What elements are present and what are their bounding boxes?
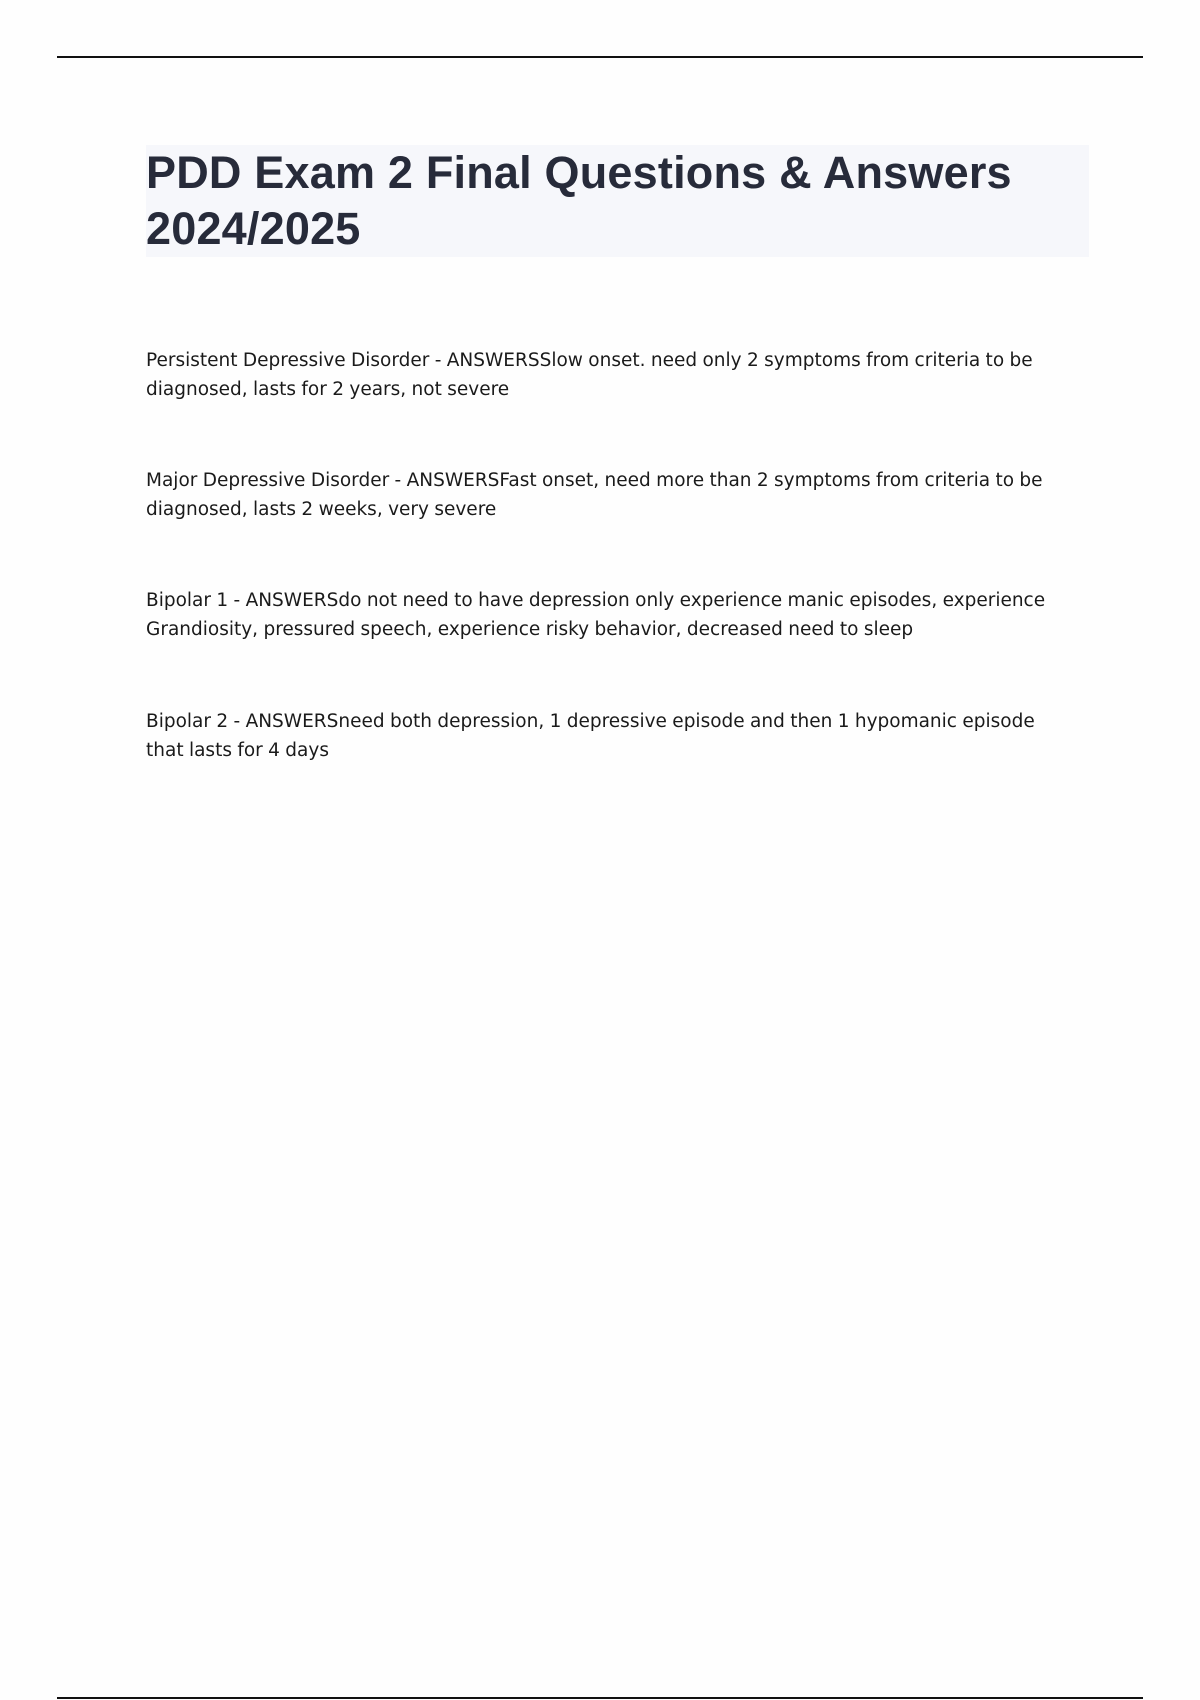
qa-entry-bipolar-1: Bipolar 1 - ANSWERSdo not need to have depression only experience manic episodes, experience Grandiosity, pressured speech, experience risky behavior, decreased need to sleep (146, 590, 1046, 640)
title-banner (146, 145, 1089, 257)
qa-entry-persistent-depressive-disorder: Persistent Depressive Disorder - ANSWERSSlow onset. need only 2 symptoms from criteria to be diagnosed, lasts for 2 years, not severe (146, 350, 1033, 400)
top-divider (57, 56, 1143, 58)
qa-entry-bipolar-2: Bipolar 2 - ANSWERSneed both depression, 1 depressive episode and then 1 hypomanic episode that lasts for 4 days (146, 711, 1035, 761)
page-title: PDD Exam 2 Final Questions & Answers 2024/2025 (146, 147, 1012, 254)
bottom-divider (57, 1697, 1143, 1699)
qa-entry-major-depressive-disorder: Major Depressive Disorder - ANSWERSFast onset, need more than 2 symptoms from criteria to be diagnosed, lasts 2 weeks, very severe (146, 470, 1043, 520)
